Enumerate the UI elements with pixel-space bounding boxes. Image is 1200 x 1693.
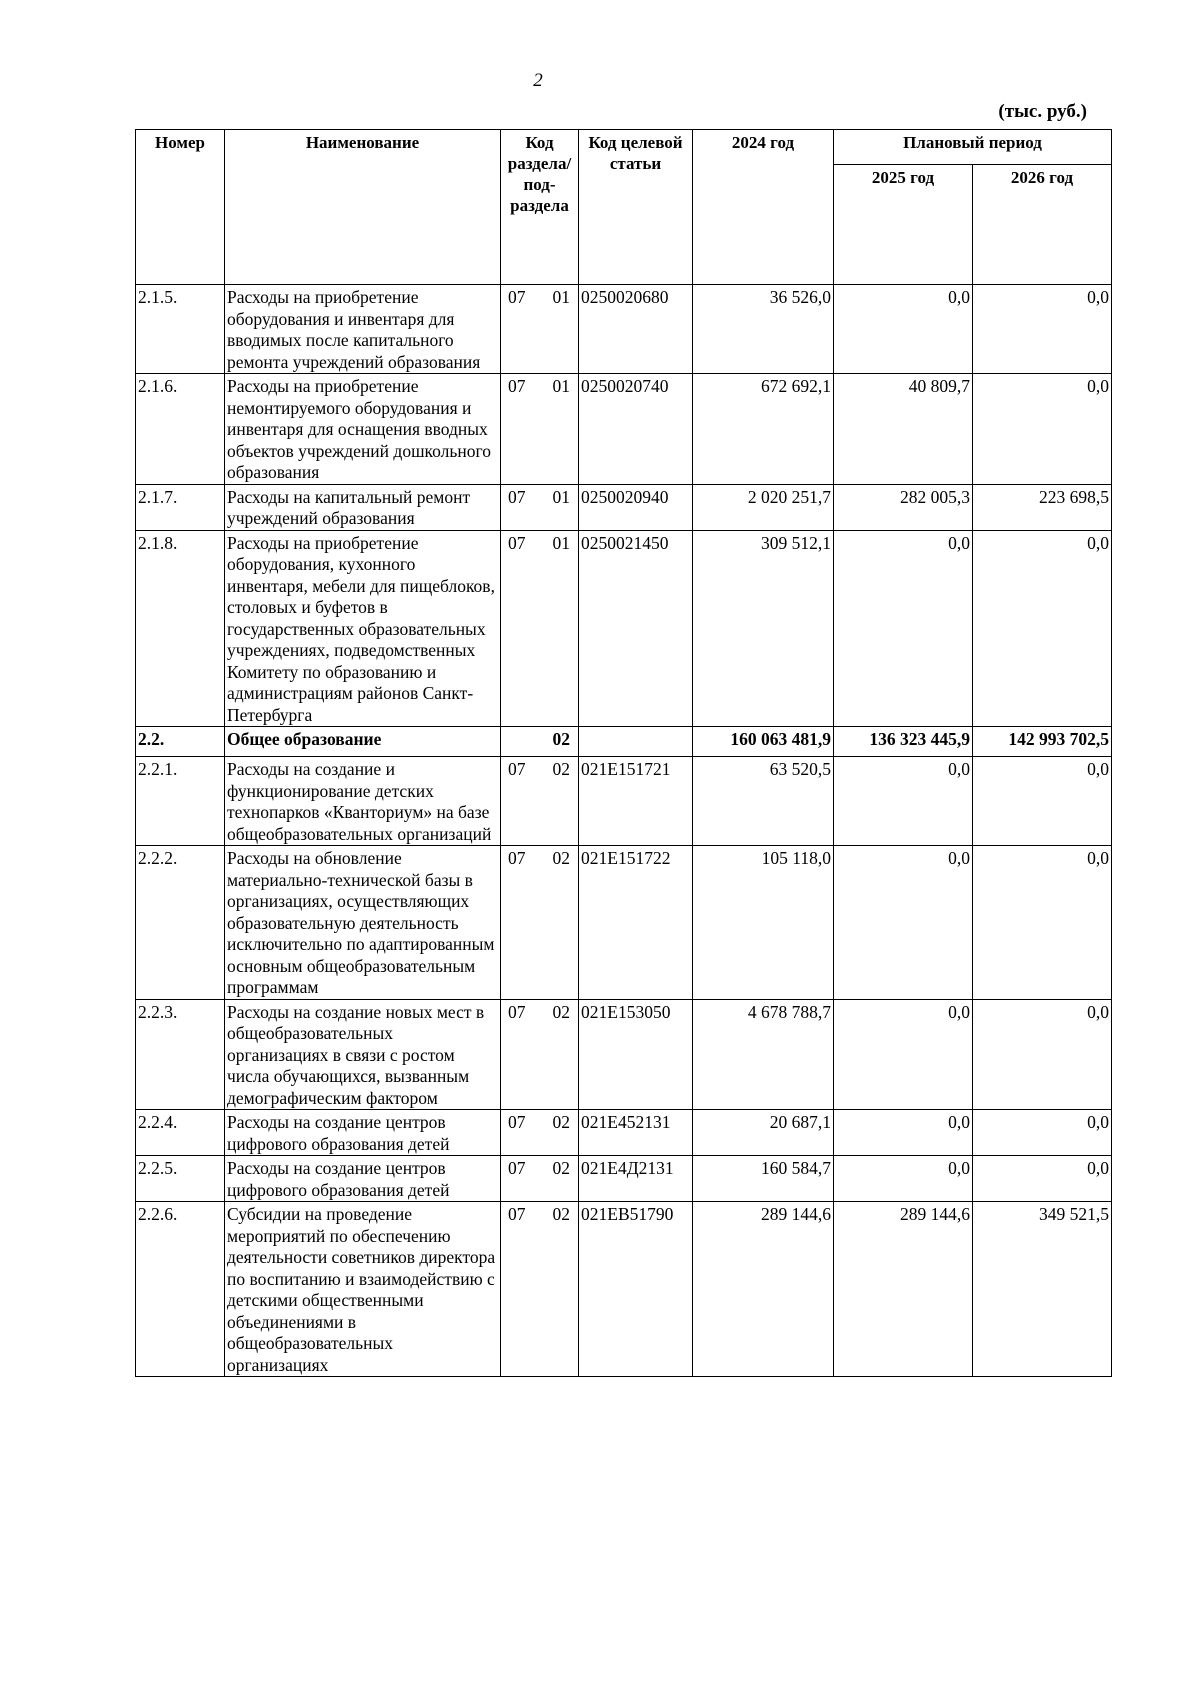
row-section: 07 <box>508 1204 526 1224</box>
header-row <box>136 130 1112 165</box>
row-subsection: 02 <box>552 1204 570 1224</box>
table-row <box>136 1202 1112 1377</box>
row-section-code <box>501 846 579 1000</box>
row-target-code <box>579 727 693 757</box>
row-amount-2026: 0,0 <box>973 999 1112 1110</box>
row-subsection: 02 <box>552 759 570 779</box>
row-number: 2.2.6. <box>136 1202 225 1377</box>
row-target-code: 0250020940 <box>579 484 693 530</box>
row-number: 2.2. <box>136 727 225 757</box>
row-name: Расходы на создание центров цифрового образования детей <box>225 1156 501 1202</box>
page-number: 2 <box>533 70 543 91</box>
row-subsection: 02 <box>552 1001 570 1022</box>
row-name: Расходы на приобретение немонтируемого оборудования и инвентаря для оснащения вводных объектов учреждений дошкольного образования <box>225 374 501 485</box>
row-amount-2026: 0,0 <box>973 1156 1112 1202</box>
row-target-code: 021E452131 <box>579 1110 693 1156</box>
row-section: 07 <box>508 848 526 868</box>
row-name: Расходы на приобретение оборудования и инвентаря для вводимых после капитального ремонта учреждений образования <box>225 285 501 374</box>
row-section: 07 <box>508 1112 526 1132</box>
row-amount-2024: 160 584,7 <box>693 1156 834 1202</box>
row-name: Расходы на приобретение оборудования, кухонного инвентаря, мебели для пищеблоков, столовых и буфетов в государственных образовательных учреждениях, подведомственных Комитету по образованию и администрациям районов Санкт-Петербурга <box>225 530 501 727</box>
row-amount-2026: 0,0 <box>973 374 1112 485</box>
row-amount-2025: 289 144,6 <box>834 1202 973 1377</box>
units-label: (тыс. руб.) <box>998 101 1087 122</box>
row-amount-2024: 160 063 481,9 <box>693 727 834 757</box>
row-section-code <box>501 999 579 1110</box>
row-section-code <box>501 374 579 485</box>
row-amount-2026: 0,0 <box>973 530 1112 727</box>
row-amount-2026: 142 993 702,5 <box>973 727 1112 757</box>
row-subsection: 02 <box>552 1112 570 1132</box>
row-subsection: 01 <box>552 287 570 307</box>
row-section: 07 <box>508 759 526 779</box>
row-amount-2025: 282 005,3 <box>834 484 973 530</box>
row-amount-2025: 0,0 <box>834 1110 973 1156</box>
table-row <box>136 1156 1112 1202</box>
row-subsection: 01 <box>552 532 570 553</box>
row-number: 2.1.8. <box>136 530 225 727</box>
row-section: 07 <box>508 1158 526 1178</box>
row-amount-2024: 309 512,1 <box>693 530 834 727</box>
row-section-code <box>501 484 579 530</box>
row-name: Субсидии на проведение мероприятий по обеспечению деятельности советников директора по воспитанию и взаимодействию с детскими общественными объединениями в общеобразовательных организациях <box>225 1202 501 1377</box>
row-number: 2.1.6. <box>136 374 225 485</box>
row-amount-2026: 349 521,5 <box>973 1202 1112 1377</box>
header-year-2024: 2024 год <box>693 130 834 285</box>
row-number: 2.2.3. <box>136 999 225 1110</box>
table-row <box>136 1110 1112 1156</box>
header-year-2025: 2025 год <box>834 165 973 285</box>
row-amount-2025: 0,0 <box>834 285 973 374</box>
row-subsection: 02 <box>552 729 570 749</box>
budget-table <box>135 129 1112 1377</box>
row-target-code: 0250020680 <box>579 285 693 374</box>
row-section-code <box>501 1202 579 1377</box>
header-year-2026: 2026 год <box>973 165 1112 285</box>
row-amount-2024: 672 692,1 <box>693 374 834 485</box>
row-amount-2024: 20 687,1 <box>693 1110 834 1156</box>
header-target-code: Код целевой статьи <box>579 130 693 285</box>
row-section: 07 <box>508 532 526 553</box>
row-amount-2026: 0,0 <box>973 285 1112 374</box>
row-section-code <box>501 1110 579 1156</box>
row-target-code: 021E151722 <box>579 846 693 1000</box>
row-amount-2025: 0,0 <box>834 999 973 1110</box>
row-section: 07 <box>508 376 526 396</box>
row-amount-2024: 36 526,0 <box>693 285 834 374</box>
table-row-total <box>136 727 1112 757</box>
table-row <box>136 484 1112 530</box>
header-section-code: Код раздела/ под-раздела <box>501 130 579 285</box>
row-number: 2.2.2. <box>136 846 225 1000</box>
header-number: Номер <box>136 130 225 285</box>
row-amount-2024: 2 020 251,7 <box>693 484 834 530</box>
row-amount-2026: 0,0 <box>973 1110 1112 1156</box>
row-target-code: 021EB51790 <box>579 1202 693 1377</box>
row-section-code <box>501 285 579 374</box>
row-section-code <box>501 727 579 757</box>
row-section: 07 <box>508 486 526 507</box>
row-target-code: 021E151721 <box>579 757 693 846</box>
row-amount-2024: 289 144,6 <box>693 1202 834 1377</box>
row-section-code <box>501 1156 579 1202</box>
row-name: Расходы на капитальный ремонт учреждений образования <box>225 484 501 530</box>
row-number: 2.1.5. <box>136 285 225 374</box>
row-number: 2.2.1. <box>136 757 225 846</box>
row-subsection: 01 <box>552 486 570 507</box>
table-row <box>136 757 1112 846</box>
row-amount-2025: 0,0 <box>834 530 973 727</box>
row-amount-2026: 0,0 <box>973 757 1112 846</box>
row-amount-2025: 0,0 <box>834 757 973 846</box>
row-subsection: 01 <box>552 376 570 396</box>
row-number: 2.1.7. <box>136 484 225 530</box>
row-amount-2026: 223 698,5 <box>973 484 1112 530</box>
row-amount-2025: 0,0 <box>834 846 973 1000</box>
row-target-code: 0250021450 <box>579 530 693 727</box>
row-name: Расходы на создание новых мест в общеобразовательных организациях в связи с ростом числа обучающихся, вызванным демографическим фактором <box>225 999 501 1110</box>
row-name: Общее образование <box>225 727 501 757</box>
row-amount-2024: 105 118,0 <box>693 846 834 1000</box>
row-name: Расходы на создание центров цифрового образования детей <box>225 1110 501 1156</box>
row-name: Расходы на обновление материально-технической базы в организациях, осуществляющих образовательную деятельность исключительно по адаптированным основным общеобразовательным программам <box>225 846 501 1000</box>
row-subsection: 02 <box>552 848 570 868</box>
table-row <box>136 374 1112 485</box>
row-number: 2.2.5. <box>136 1156 225 1202</box>
row-amount-2024: 4 678 788,7 <box>693 999 834 1110</box>
row-subsection: 02 <box>552 1158 570 1178</box>
row-amount-2025: 0,0 <box>834 1156 973 1202</box>
row-amount-2026: 0,0 <box>973 846 1112 1000</box>
row-section: 07 <box>508 1001 526 1022</box>
table-body <box>136 285 1112 1377</box>
row-target-code: 0250020740 <box>579 374 693 485</box>
row-section-code <box>501 530 579 727</box>
header-planned-period: Плановый период <box>834 130 1112 165</box>
table-row <box>136 846 1112 1000</box>
row-name: Расходы на создание и функционирование детских технопарков «Кванториум» на базе общеобразовательных организаций <box>225 757 501 846</box>
row-target-code: 021E4Д2131 <box>579 1156 693 1202</box>
table-row <box>136 999 1112 1110</box>
row-section: 07 <box>508 287 526 307</box>
row-amount-2025: 40 809,7 <box>834 374 973 485</box>
row-amount-2024: 63 520,5 <box>693 757 834 846</box>
row-amount-2025: 136 323 445,9 <box>834 727 973 757</box>
row-target-code: 021E153050 <box>579 999 693 1110</box>
header-name: Наименование <box>225 130 501 285</box>
row-number: 2.2.4. <box>136 1110 225 1156</box>
table-row <box>136 530 1112 727</box>
table-row <box>136 285 1112 374</box>
row-section-code <box>501 757 579 846</box>
